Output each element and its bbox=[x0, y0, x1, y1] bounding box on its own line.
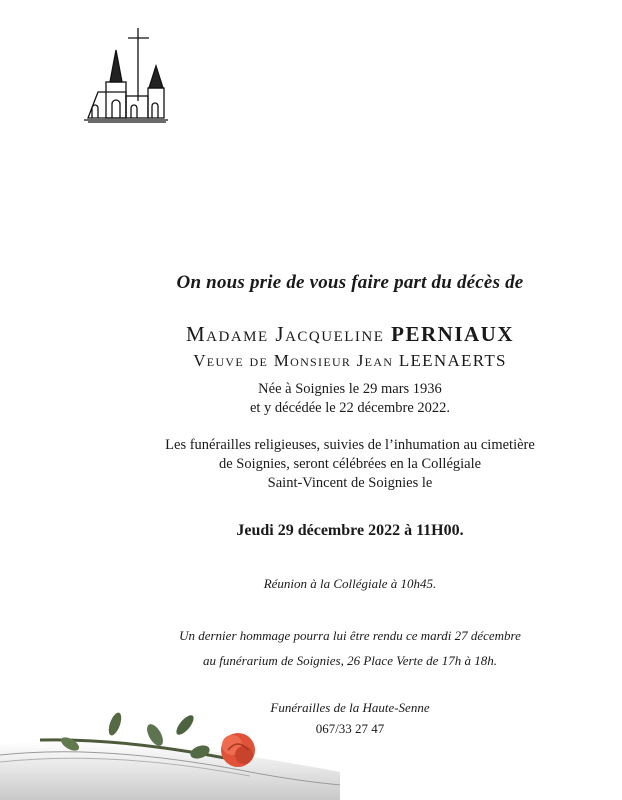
birth-line: Née à Soignies le 29 mars 1936 bbox=[258, 381, 442, 397]
hommage-line-1: Un dernier hommage pourra lui être rendu ce mardi 27 décembre bbox=[179, 628, 521, 643]
deceased-surname: PERNIAUX bbox=[391, 322, 514, 346]
funeral-line-1: Les funérailles religieuses, suivies de l’inhumation au cimetière bbox=[165, 437, 535, 453]
deceased-name bbox=[0, 322, 622, 347]
death-line: et y décédée le 22 décembre 2022. bbox=[249, 400, 451, 416]
funeral-home-phone: 067/33 27 47 bbox=[315, 721, 385, 736]
funeral-line-2: de Soignies, seront célébrées en la Collégiale bbox=[218, 456, 482, 472]
birth-death-info bbox=[0, 380, 622, 418]
widow-surname: LEENAERTS bbox=[398, 351, 507, 370]
funeral-line-3: Saint-Vincent de Soignies le bbox=[267, 475, 433, 491]
funeral-home-name: Funérailles de la Haute-Senne bbox=[270, 700, 430, 715]
church-with-cross-icon bbox=[82, 26, 172, 128]
reunion-info: Réunion à la Collégiale à 10h45. bbox=[263, 576, 437, 591]
hommage-info bbox=[0, 623, 622, 673]
widow-line bbox=[0, 351, 622, 371]
ceremony-date: Jeudi 29 décembre 2022 à 11H00. bbox=[236, 522, 464, 539]
hommage-line-2: au funérarium de Soignies, 26 Place Verte de 17h à 18h. bbox=[203, 653, 497, 668]
intro-line: On nous prie de vous faire part du décès de bbox=[176, 272, 524, 293]
widow-prefix: Veuve de Monsieur Jean bbox=[193, 351, 394, 370]
funeral-info bbox=[0, 436, 622, 493]
rose-on-sand-icon bbox=[0, 700, 340, 800]
deceased-first-name: Madame Jacqueline bbox=[185, 322, 385, 346]
